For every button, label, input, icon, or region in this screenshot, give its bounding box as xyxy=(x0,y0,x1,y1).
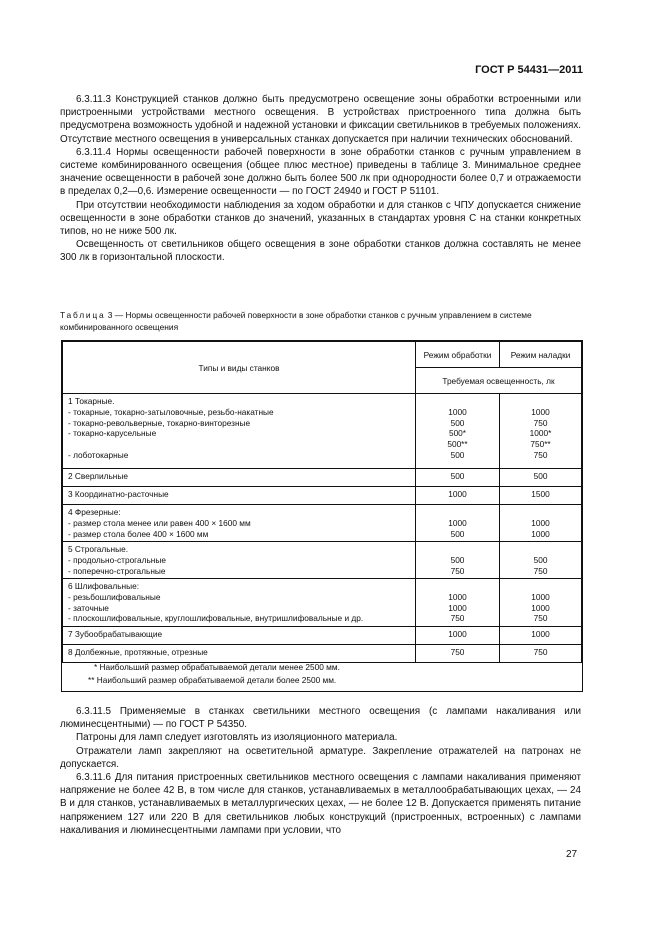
setup-value: 1000 xyxy=(531,602,550,613)
machine-type-line: 7 Зубообрабатывающие xyxy=(68,629,163,639)
paragraphs-bottom xyxy=(60,705,581,837)
illumination-table xyxy=(61,340,583,692)
setup-value-cell xyxy=(500,627,582,645)
processing-value-cell xyxy=(415,542,499,579)
processing-value: 750 xyxy=(450,565,465,576)
setup-value: 750 xyxy=(533,613,548,624)
processing-value: 500 xyxy=(450,554,465,565)
machine-type-cell xyxy=(63,505,416,542)
setup-value-cell xyxy=(500,505,582,542)
machine-type-cell xyxy=(63,469,416,487)
machine-type-cell xyxy=(63,579,416,627)
machine-type-line: 4 Фрезерные: xyxy=(68,507,121,517)
machine-type-cell xyxy=(63,487,416,505)
machine-type-line xyxy=(68,439,411,450)
setup-value xyxy=(500,396,581,407)
processing-value: 500* xyxy=(448,428,467,439)
table-note: ** Наибольший размер обрабатываемой детали более 2500 мм. xyxy=(88,675,337,686)
processing-value-cell xyxy=(415,394,499,469)
paragraph-reflectors: Отражатели ламп закрепляют на осветительной арматуре. Закрепление отражателей на патронах не допускается. xyxy=(60,745,581,770)
setup-value: 1500 xyxy=(531,489,550,499)
table-row xyxy=(63,542,582,579)
machine-type-line: - заточные xyxy=(68,602,109,613)
paragraph-general-lighting: Освещенность от светильников общего освещения в зоне обработки станков должна составлять не менее 300 лк в горизонтальной плоскости. xyxy=(60,239,581,264)
processing-value-cell xyxy=(415,627,499,645)
machine-type-line: - поперечно-строгальные xyxy=(68,565,166,576)
machine-type-line: - плоскошлифовальные, круглошлифовальные, внутришлифовальные и др. xyxy=(68,613,364,624)
processing-value: 500 xyxy=(450,417,465,428)
paragraph-lamp-holders: Патроны для ламп следует изготовлять из изоляционного материала. xyxy=(76,732,398,744)
table-row xyxy=(63,627,582,645)
paragraph-6-3-11-6: 6.3.11.6 Для питания пристроенных светильников местного освещения с лампами накаливания применяют напряжение не более 42 В, в том числе для станков, устанавливаемых в металлообрабатывающих цехах, — 24 В и для станков, устанавливаемых в металлургических цехах, — не более 12 В. Допускается применять питание напряжением 127 или 220 В для светильников любых конструкций (пристроенных, встроенных) с лампами накаливания и люминесцентными лампами при условии, что xyxy=(60,772,581,836)
machine-type-line: - лоботокарные xyxy=(68,449,129,460)
setup-value: 500 xyxy=(533,554,548,565)
machine-type-cell xyxy=(63,645,416,663)
processing-value: 1000 xyxy=(448,602,467,613)
setup-value-cell xyxy=(500,542,582,579)
setup-value xyxy=(500,581,581,592)
processing-value-cell xyxy=(415,579,499,627)
processing-value: 1000 xyxy=(448,406,467,417)
processing-value: 750 xyxy=(450,647,465,657)
processing-value: 500** xyxy=(447,439,468,450)
processing-value xyxy=(416,396,499,407)
processing-value: 1000 xyxy=(448,489,467,499)
processing-value-cell xyxy=(415,645,499,663)
machine-type-line: - токарно-револьверные, токарно-винторезные xyxy=(68,417,251,428)
setup-value: 750 xyxy=(533,449,548,460)
processing-value xyxy=(416,507,499,518)
setup-value: 500 xyxy=(533,471,548,481)
paragraph-6-3-11-3: 6.3.11.3 Конструкцией станков должно быть предусмотрено освещение зоны обработки встроенными или пристроенными устройствами местного освещения. В устройствах пристроенного типа должна быть предусмотрена возможность удобной и надежной установки и фиксации светильников в требуемых положениях. Отсутствие местного освещения в универсальных станках допускается при наличии технических обоснований. xyxy=(60,94,581,145)
processing-value: 500 xyxy=(450,449,465,460)
machine-type-line: 2 Сверлильные xyxy=(68,471,128,481)
paragraph-cnc: При отсутствии необходимости наблюдения за ходом обработки и для станков с ЧПУ допускается снижение освещенности в зоне обработки станков до значений, указанных в стандартах уровня С на станки конкретных типов, но не ниже 500 лк. xyxy=(60,199,581,238)
table-row xyxy=(63,469,582,487)
machine-type-line: 5 Строгальные. xyxy=(68,544,129,554)
header-mode-setup: Режим наладки xyxy=(500,342,582,368)
processing-value: 1000 xyxy=(448,591,467,602)
setup-value-cell xyxy=(500,394,582,469)
machine-type-cell xyxy=(63,627,416,645)
setup-value xyxy=(500,544,581,555)
setup-value: 1000* xyxy=(529,428,552,439)
header-types: Типы и виды станков xyxy=(63,342,416,394)
page-number: 27 xyxy=(566,849,578,860)
processing-value xyxy=(416,544,499,555)
table-caption xyxy=(60,310,584,333)
table-row xyxy=(63,394,582,469)
setup-value: 1000 xyxy=(531,517,550,528)
processing-value: 1000 xyxy=(448,629,467,639)
processing-value: 750 xyxy=(450,613,465,624)
paragraphs-top xyxy=(60,93,581,265)
setup-value: 750 xyxy=(533,647,548,657)
paragraph-6-3-11-5: 6.3.11.5 Применяемые в станках светильники местного освещения (с лампами накаливания или люминесцентными) — по ГОСТ Р 54350. xyxy=(60,706,581,731)
document-header: ГОСТ Р 54431—2011 xyxy=(475,64,583,76)
processing-value: 500 xyxy=(450,528,465,539)
setup-value: 1000 xyxy=(531,629,550,639)
setup-value-cell xyxy=(500,469,582,487)
machine-type-line: 6 Шлифовальные: xyxy=(68,581,139,591)
table-body xyxy=(63,394,582,663)
machine-type-line: - токарные, токарно-затыловочные, резьбо-накатные xyxy=(68,406,274,417)
setup-value: 750** xyxy=(530,439,551,450)
setup-value: 750 xyxy=(533,417,548,428)
processing-value: 500 xyxy=(450,471,465,481)
table-row xyxy=(63,487,582,505)
setup-value: 750 xyxy=(533,565,548,576)
machine-type-cell xyxy=(63,394,416,469)
processing-value-cell xyxy=(415,487,499,505)
table-caption-label: Таблица xyxy=(60,310,106,320)
setup-value: 1000 xyxy=(531,591,550,602)
processing-value xyxy=(416,581,499,592)
header-mode-processing: Режим обработки xyxy=(415,342,499,368)
machine-type-line: 3 Координатно-расточные xyxy=(68,489,169,499)
processing-value-cell xyxy=(415,505,499,542)
machine-type-line: - продольно-строгальные xyxy=(68,554,166,565)
machine-type-line: - размер стола более 400 × 1600 мм xyxy=(68,528,209,539)
machine-type-line: - размер стола менее или равен 400 × 1600 мм xyxy=(68,517,251,528)
table-notes xyxy=(88,661,340,687)
setup-value: 1000 xyxy=(531,406,550,417)
setup-value: 1000 xyxy=(531,528,550,539)
machine-type-line: - резьбошлифовальные xyxy=(68,591,161,602)
setup-value-cell xyxy=(500,645,582,663)
setup-value-cell xyxy=(500,487,582,505)
table-row xyxy=(63,505,582,542)
machine-type-line: 1 Токарные. xyxy=(68,396,115,406)
header-required: Требуемая освещенность, лк xyxy=(415,368,581,394)
table-caption-text: 3 — Нормы освещенности рабочей поверхности в зоне обработки станков с ручным управлением в системе комбинированного освещения xyxy=(60,310,532,332)
machine-type-cell xyxy=(63,542,416,579)
paragraph-6-3-11-4: 6.3.11.4 Нормы освещенности рабочей поверхности в зоне обработки станков с ручным управлением в системе комбинированного освещения (общее плюс местное) приведены в таблице 3. Минимальное среднее значение освещенности в рабочей зоне должно быть более 500 лк при однородности более 0,7 и отражаемости в пределах 0,2—0,6. Измерение освещенности — по ГОСТ 24940 и ГОСТ Р 51101. xyxy=(60,146,581,198)
setup-value xyxy=(500,507,581,518)
setup-value-cell xyxy=(500,579,582,627)
processing-value: 1000 xyxy=(448,517,467,528)
table-row xyxy=(63,645,582,663)
processing-value-cell xyxy=(415,469,499,487)
table-note: * Наибольший размер обрабатываемой детали менее 2500 мм. xyxy=(94,662,340,672)
machine-type-line: - токарно-карусельные xyxy=(68,428,157,439)
machine-type-line: 8 Долбежные, протяжные, отрезные xyxy=(68,647,208,657)
table-row xyxy=(63,579,582,627)
